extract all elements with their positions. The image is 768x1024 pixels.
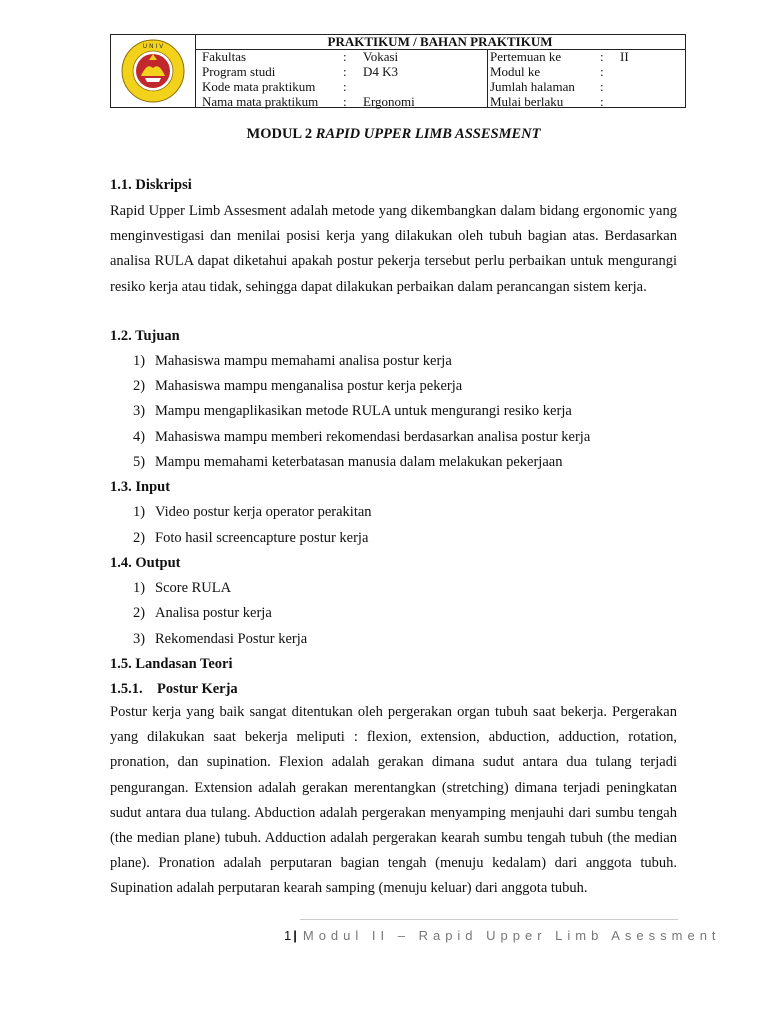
info-row-jumlah-halaman: [488, 79, 686, 94]
info-sep: :: [343, 79, 347, 94]
list-item-text: Mahasiswa mampu memahami analisa postur kerja: [155, 353, 452, 369]
info-label: Kode mata praktikum: [202, 79, 316, 94]
list-item: 4) Mahasiswa mampu memberi rekomendasi berdasarkan analisa postur kerja: [133, 429, 591, 445]
list-item-text: Video postur kerja operator perakitan: [155, 504, 372, 520]
list-item-text: Mahasiswa mampu memberi rekomendasi berdasarkan analisa postur kerja: [155, 429, 591, 445]
info-row-fakultas: [202, 49, 484, 64]
header-title: PRAKTIKUM / BAHAN PRAKTIKUM: [195, 35, 685, 50]
section-heading-diskripsi: 1.1. Diskripsi: [110, 177, 192, 193]
header-info-left: [202, 49, 484, 109]
footer-divider: [300, 919, 678, 920]
info-sep: :: [343, 94, 347, 109]
info-value: [620, 64, 686, 79]
list-item: 1) Mahasiswa mampu memahami analisa postur kerja: [133, 353, 452, 369]
svg-text:U N I V: U N I V: [142, 43, 164, 50]
list-item: 2) Foto hasil screencapture postur kerja: [133, 530, 369, 546]
list-item-text: Mahasiswa mampu menganalisa postur kerja pekerja: [155, 378, 463, 394]
list-item-text: Score RULA: [155, 580, 232, 596]
info-sep: :: [600, 94, 604, 109]
subsection-heading-postur-kerja: [110, 681, 238, 698]
list-item-text: Mampu mengaplikasikan metode RULA untuk mengurangi resiko kerja: [155, 403, 572, 419]
list-item: 2) Analisa postur kerja: [133, 605, 272, 621]
info-row-nama-mata-praktikum: [202, 94, 484, 109]
header-info-right: [487, 49, 686, 107]
info-row-kode-mata-praktikum: [202, 79, 484, 94]
university-seal-icon: [115, 38, 191, 104]
page-footer: [284, 928, 721, 943]
module-name: RAPID UPPER LIMB ASSESMENT: [315, 126, 541, 142]
section-heading-tujuan: 1.2. Tujuan: [110, 328, 180, 344]
info-sep: :: [600, 49, 604, 64]
info-value: Vokasi: [363, 49, 399, 64]
list-item-text: Foto hasil screencapture postur kerja: [155, 530, 369, 546]
info-value: [363, 79, 484, 94]
list-item: 5) Mampu memahami keterbatasan manusia dalam melakukan pekerjaan: [133, 454, 563, 470]
info-label: Fakultas: [202, 49, 247, 64]
footer-text: Modul II – Rapid Upper Limb Asessment: [302, 928, 721, 943]
list-item-text: Mampu memahami keterbatasan manusia dalam melakukan pekerjaan: [155, 454, 563, 470]
info-value: [620, 79, 686, 94]
header-table: [110, 34, 686, 108]
info-row-mulai-berlaku: [488, 94, 686, 109]
info-label: Pertemuan ke: [490, 49, 562, 64]
section-heading-output: 1.4. Output: [110, 555, 181, 571]
info-label: Jumlah halaman: [490, 79, 575, 94]
info-value: [620, 94, 686, 109]
info-sep: :: [600, 64, 604, 79]
info-row-program-studi: [202, 64, 484, 79]
footer-separator: |: [293, 928, 297, 943]
section-body-diskripsi: Rapid Upper Limb Assesment adalah metode yang dikembangkan dalam bidang ergonomic yang menginvestigasi dan menilai posisi kerja yang dilakukan oleh tubuh bagian atas. Berdasarkan analisa RULA dapat diketahui apakah postur pekerja tersebut perlu perbaikan untuk mengurangi resiko kerja atau tidak, sehingga dapat dilakukan perbaikan dalam perancangan sistem kerja.: [110, 203, 677, 295]
list-item: 1) Score RULA: [133, 580, 232, 596]
university-logo: [111, 35, 196, 107]
page-number: 1: [284, 928, 292, 943]
section-body-postur-kerja: Postur kerja yang baik sangat ditentukan oleh pergerakan organ tubuh saat bekerja. Pergerakan yang dilakukan saat bekerja meliputi : flexion, extension, abduction, adduction, rotation, pronation, dan supination. Flexion adalah gerakan dimana sudut antara dua tulang terjadi pengurangan. Extension adalah gerakan merentangkan (stretching) dimana terjadi peningkatan sudut antara dua tulang. Abduction adalah pergerakan menyamping menjauhi dari sumbu tengah (the median plane) tubuh. Adduction adalah pergerakan kearah sumbu tengah tubuh (the median plane). Pronation adalah perputaran bagian tengah (menuju kedalam) dari anggota tubuh. Supination adalah perputaran kearah samping (menuju keluar) dari anggota tubuh.: [110, 704, 677, 897]
info-row-pertemuan: [488, 49, 686, 64]
section-heading-landasan-teori: 1.5. Landasan Teori: [110, 656, 233, 672]
info-label: Program studi: [202, 64, 276, 79]
module-prefix: MODUL 2: [246, 126, 313, 142]
list-item: 1) Video postur kerja operator perakitan: [133, 504, 372, 520]
list-item: 3) Mampu mengaplikasikan metode RULA untuk mengurangi resiko kerja: [133, 403, 572, 419]
module-title: [110, 126, 677, 143]
info-sep: :: [343, 64, 347, 79]
section-heading-input: 1.3. Input: [110, 479, 171, 495]
info-value: D4 K3: [363, 64, 399, 79]
subsection-number: 1.5.1.: [110, 681, 143, 697]
info-sep: :: [600, 79, 604, 94]
list-item-text: Rekomendasi Postur kerja: [155, 631, 308, 647]
info-label: Modul ke: [490, 64, 541, 79]
info-value: Ergonomi: [363, 94, 415, 109]
list-item-text: Analisa postur kerja: [155, 605, 272, 621]
subsection-title: Postur Kerja: [157, 681, 238, 697]
info-label: Mulai berlaku: [490, 94, 564, 109]
info-value: II: [620, 49, 629, 64]
list-item: 2) Mahasiswa mampu menganalisa postur kerja pekerja: [133, 378, 463, 394]
info-row-modul: [488, 64, 686, 79]
list-item: 3) Rekomendasi Postur kerja: [133, 631, 308, 647]
info-sep: :: [343, 49, 347, 64]
info-label: Nama mata praktikum: [202, 94, 319, 109]
